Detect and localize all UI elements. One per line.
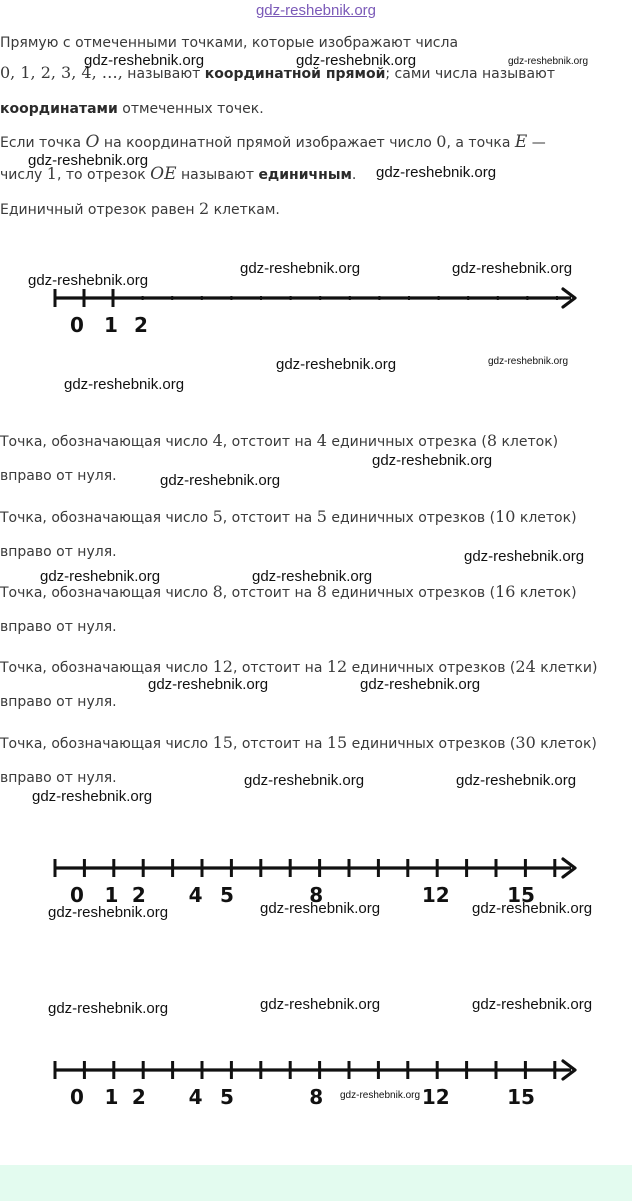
point-text: вправо от нуля.: [0, 544, 117, 560]
watermark: gdz-reshebnik.org: [472, 900, 593, 917]
math-value: 12: [212, 657, 233, 676]
point-text: единичных отрезков (: [347, 660, 516, 676]
tick-label-12: 12: [421, 1085, 450, 1109]
number-line-3: [0, 1052, 632, 1112]
math-one: 1: [46, 164, 57, 183]
intro-text: ; сами числа называют: [385, 66, 555, 82]
watermark: gdz-reshebnik.org: [376, 164, 497, 181]
watermark: gdz-reshebnik.org: [244, 772, 365, 789]
math-E: E: [514, 132, 528, 152]
point-line-4-cont: [0, 467, 632, 485]
intro-line-3: [0, 100, 632, 118]
math-OE: OE: [150, 164, 177, 184]
point-text: единичных отрезка (: [326, 434, 487, 450]
point-line-8-cont: [0, 618, 632, 636]
term-coordinate-line: координатной прямой: [204, 66, 386, 82]
math-value: 5: [316, 507, 327, 526]
point-text: единичных отрезков (: [326, 585, 496, 601]
point-line-4: [0, 432, 632, 451]
point-text: , отстоит на: [222, 434, 317, 450]
tick-label-1: 1: [104, 883, 119, 907]
tick-label-5: 5: [220, 1085, 234, 1109]
math-value: 8: [316, 582, 327, 601]
watermark: gdz-reshebnik.org: [372, 452, 493, 469]
point-text: , отстоит на: [232, 660, 327, 676]
watermark: gdz-reshebnik.org: [252, 568, 373, 585]
tick-label-5: 5: [220, 883, 234, 907]
def-text: .: [351, 167, 357, 183]
point-text: Точка, обозначающая число: [0, 736, 213, 752]
watermark: gdz-reshebnik.org: [452, 260, 573, 277]
tick-label-8: 8: [309, 883, 324, 907]
math-value: 4: [316, 431, 327, 450]
point-line-15: [0, 734, 632, 753]
watermark: gdz-reshebnik.org: [508, 56, 589, 67]
def-text: на координатной прямой изображает число: [99, 135, 437, 151]
point-text: Точка, обозначающая число: [0, 585, 213, 601]
footer-band: [0, 1165, 632, 1201]
point-text: , отстоит на: [222, 585, 317, 601]
point-line-5: [0, 508, 632, 527]
math-O: O: [85, 132, 100, 152]
point-line-12: [0, 658, 632, 677]
unit-text: Единичный отрезок равен: [0, 202, 199, 218]
math-value: 24: [515, 657, 536, 676]
point-text: единичных отрезков (: [347, 736, 516, 752]
watermark: gdz-reshebnik.org: [276, 356, 397, 373]
watermark: gdz-reshebnik.org: [64, 376, 185, 393]
tick-label-15: 15: [507, 1085, 535, 1109]
watermark: gdz-reshebnik.org: [464, 548, 585, 565]
watermark: gdz-reshebnik.org: [472, 996, 593, 1013]
point-text: клеток): [515, 510, 577, 526]
tick-label-1: 1: [104, 313, 118, 337]
term-unit-segment: единичным: [258, 167, 352, 183]
def-text: , а точка: [446, 135, 515, 151]
math-value: 12: [326, 657, 348, 676]
point-text: , отстоит на: [222, 510, 317, 526]
watermark: gdz-reshebnik.org: [160, 472, 281, 489]
tick-label-2: 2: [131, 1085, 146, 1109]
tick-label-0: 0: [70, 1085, 84, 1109]
def-text: Если точка: [0, 135, 86, 151]
watermark: gdz-reshebnik.org: [84, 52, 205, 69]
point-text: клеток): [515, 585, 577, 601]
math-value: 8: [212, 582, 223, 601]
def-text: называют: [176, 167, 259, 183]
unit-note: [0, 200, 632, 219]
watermark: gdz-reshebnik.org: [360, 676, 481, 693]
watermark: gdz-reshebnik.org: [48, 1000, 169, 1017]
watermark: gdz-reshebnik.org: [148, 676, 269, 693]
def-text: , то отрезок: [56, 167, 151, 183]
math-numbers: 0, 1, 2, 3, 4, …,: [0, 63, 123, 82]
math-value: 15: [326, 733, 348, 752]
math-two: 2: [198, 199, 210, 218]
point-line-12-cont: [0, 693, 632, 711]
math-value: 10: [495, 507, 516, 526]
watermark: gdz-reshebnik.org: [296, 52, 417, 69]
tick-label-12: 12: [421, 883, 450, 907]
point-text: клеток): [535, 736, 597, 752]
math-value: 4: [212, 431, 223, 450]
watermark: gdz-reshebnik.org: [456, 772, 577, 789]
watermark: gdz-reshebnik.org: [340, 1090, 421, 1101]
watermark: gdz-reshebnik.org: [40, 568, 161, 585]
tick-label-8: 8: [309, 1085, 324, 1109]
point-text: , отстоит на: [232, 736, 327, 752]
watermark: gdz-reshebnik.org: [260, 996, 381, 1013]
intro-text: Прямую с отмеченными точками, которые изображают числа: [0, 35, 459, 51]
point-text: клетки): [535, 660, 598, 676]
point-text: Точка, обозначающая число: [0, 434, 213, 450]
point-text: вправо от нуля.: [0, 468, 117, 484]
watermark: gdz-reshebnik.org: [260, 900, 381, 917]
intro-line-1: [0, 34, 632, 52]
def-text: числу: [0, 167, 47, 183]
tick-label-15: 15: [507, 883, 535, 907]
tick-label-2: 2: [131, 883, 146, 907]
watermark: gdz-reshebnik.org: [48, 904, 169, 921]
watermark: gdz-reshebnik.org: [488, 356, 569, 367]
math-zero: 0: [436, 132, 447, 151]
point-text: вправо от нуля.: [0, 770, 117, 786]
watermark: gdz-reshebnik.org: [240, 260, 361, 277]
tick-label-4: 4: [188, 883, 203, 907]
point-text: Точка, обозначающая число: [0, 660, 213, 676]
point-line-8: [0, 583, 632, 602]
math-value: 30: [515, 733, 536, 752]
tick-label-0: 0: [70, 313, 84, 337]
unit-text: клеткам.: [209, 202, 280, 218]
watermark: gdz-reshebnik.org: [28, 152, 149, 169]
site-link[interactable]: gdz-reshebnik.org: [255, 2, 377, 19]
intro-text: называют: [122, 66, 205, 82]
def-text: —: [527, 135, 546, 151]
point-text: вправо от нуля.: [0, 619, 117, 635]
watermark: gdz-reshebnik.org: [32, 788, 153, 805]
tick-label-4: 4: [188, 1085, 203, 1109]
point-text: единичных отрезков (: [326, 510, 496, 526]
point-text: клеток): [497, 434, 559, 450]
math-value: 16: [495, 582, 516, 601]
point-text: вправо от нуля.: [0, 694, 117, 710]
watermark: gdz-reshebnik.org: [28, 272, 149, 289]
math-value: 15: [212, 733, 233, 752]
math-value: 8: [486, 431, 497, 450]
intro-text: отмеченных точек.: [117, 101, 264, 117]
def-line-1: [0, 133, 632, 152]
tick-label-1: 1: [104, 1085, 119, 1109]
point-text: Точка, обозначающая число: [0, 510, 213, 526]
tick-label-0: 0: [70, 883, 84, 907]
term-coordinates: координатами: [0, 101, 118, 117]
tick-label-2: 2: [134, 313, 148, 337]
math-value: 5: [212, 507, 223, 526]
